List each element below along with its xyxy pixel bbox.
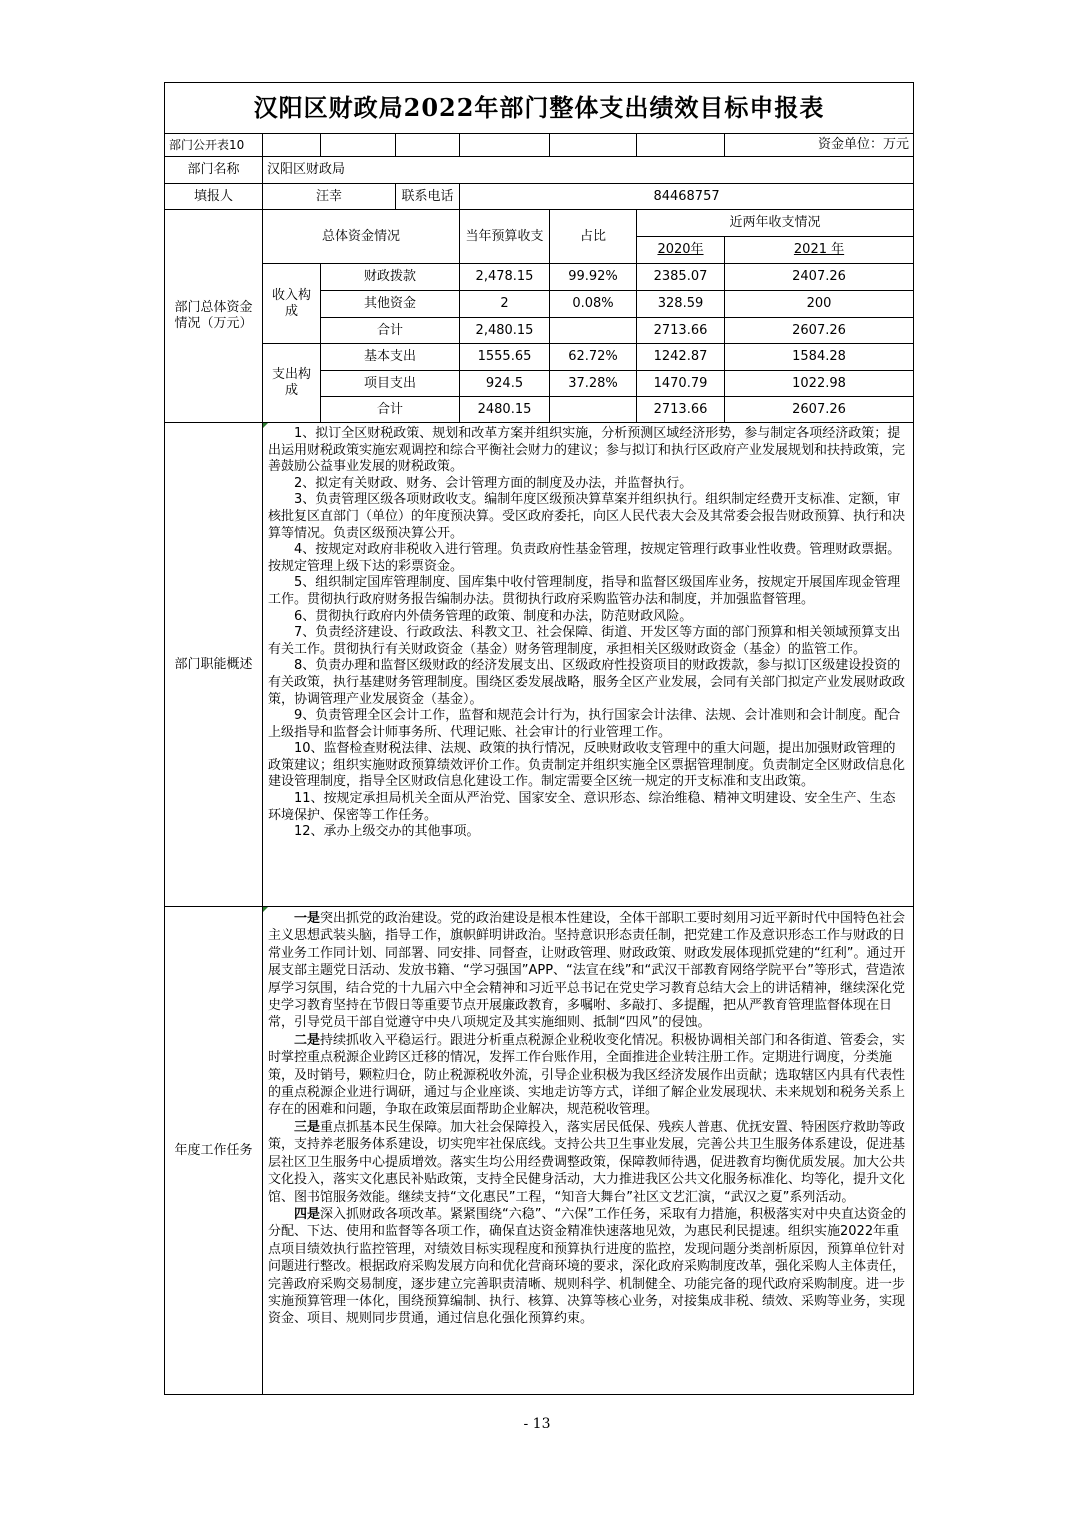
expense-row: [165, 344, 914, 371]
task-item: [268, 910, 908, 1032]
task-item: [268, 1119, 908, 1206]
value-2020: 1242.87: [637, 344, 725, 371]
value-2021: 2607.26: [725, 318, 914, 344]
empty-cell: [460, 134, 550, 157]
ratio-value: 37.28%: [550, 371, 637, 397]
ratio-value: 0.08%: [550, 291, 637, 318]
empty-cell: [396, 134, 460, 157]
budget-value: 2: [460, 291, 550, 318]
row-name: 合计: [321, 318, 460, 344]
duties-content: [263, 423, 914, 907]
row-name: 其他资金: [321, 291, 460, 318]
task-item: [268, 1206, 908, 1328]
budget-header: 当年预算收支: [460, 210, 550, 264]
task-lead: 三是: [294, 1119, 321, 1135]
ratio-value: 99.92%: [550, 264, 637, 291]
income-structure-label: 收入构成: [263, 264, 321, 344]
duty-item: 6、贯彻执行政府内外债务管理的政策、制度和办法，防范财政风险。: [294, 608, 693, 624]
row-name: 合计: [321, 397, 460, 423]
budget-value: 924.5: [460, 371, 550, 397]
duty-item: 2、拟定有关财政、财务、会计管理方面的制度及办法，并监督执行。: [294, 475, 693, 491]
task-text: 深入抓财政各项改革。紧紧围绕“六稳”、“六保”工作任务，采取有力措施，积极落实对中央直达资金的分配、下达、使用和监督等各项工作，确保直达资金精准快速落地见效，为惠民利民提速。组织实施2022年重点项目绩效执行监控管理，对绩效目标实现程度和预算执行进度的监控，发现问题分类剖析原因，预算单位针对问题进行整改。根据政府采购发展方向和优化营商环境的要求，深化政府采购制度改革，强化采购人主体责任，完善政府采购交易制度，逐步建立完善职责清晰、规则科学、机制健全、功能完备的现代政府采购制度。进一步实施预算管理一体化，围绕预算编制、执行、核算、决算等核心业务，对接集成非税、绩效、采购等业务，实现资金、项目、规则同步贯通，通过信息化强化预算约束。: [268, 1206, 906, 1327]
duty-item: 10、监督检查财税法律、法规、政策的执行情况，反映财政收支管理中的重大问题，提出加强财政管理的政策建议；组织实施财政预算绩效评价工作。负责制定并组织实施全区票据管理制度。负责制定全区财政信息化建设管理制度，指导全区财政信息化建设工作。制定需要全区统一规定的开支标准和支出政策。: [268, 741, 906, 790]
task-lead: 一是: [294, 911, 321, 926]
ratio-header: 占比: [550, 210, 637, 264]
duty-item: 3、负责管理区级各项财政收支。编制年度区级预决算草案并组织执行。组织制定经费开支标准、定额，审核批复区直部门（单位）的年度预决算。受区政府委托，向区人民代表大会及其常委会报告财政预算、执行和决算等情况。负责区级预决算公开。: [268, 492, 906, 541]
row-name: 财政拨款: [321, 264, 460, 291]
funds-section-label: 部门总体资金情况（万元）: [165, 210, 263, 423]
duty-item: 9、负责管理全区会计工作，监督和规范会计行为，执行国家会计法律、法规、会计准则和会计制度。配合上级指导和监督会计师事务所、代理记账、社会审计的行业管理工作。: [268, 708, 901, 740]
duties-label: 部门职能概述: [165, 423, 263, 907]
duty-item: 1、拟订全区财税政策、规划和改革方案并组织实施，分析预测区域经济形势，参与制定各项经济政策；提出运用财税政策实施宏观调控和综合平衡社会财力的建议；参与拟订和执行区政府产业发展规划和扶持政策，完善鼓励公益事业发展的财税政策。: [268, 426, 906, 475]
filler-value: 汪幸: [263, 184, 396, 210]
empty-cell: [321, 134, 396, 157]
duty-item: 12、承办上级交办的其他事项。: [294, 824, 480, 840]
task-text: 重点抓基本民生保障。加大社会保障投入，落实居民低保、残疾人普惠、优抚安置、特困医疗救助等政策，支持养老服务体系建设，切实兜牢社保底线。支持公共卫生事业发展，完善公共卫生服务体系建设，促进基层社区卫生服务中心提质增效。落实生均公用经费调整政策，保障教师待遇，促进教育均衡优质发展。加大公共文化投入，落实文化惠民补贴政策，支持全民健身活动，大力推进我区公共文化服务标准化、均等化，提升文化馆、图书馆服务效能。继续支持“文化惠民”工程，“知音大舞台”社区文艺汇演，“武汉之夏”系列活动。: [268, 1119, 906, 1205]
value-2020: 2713.66: [637, 318, 725, 344]
task-lead: 二是: [294, 1032, 321, 1048]
value-2021: 1584.28: [725, 344, 914, 371]
recent-years-header: 近两年收支情况: [637, 210, 914, 237]
row-name: 项目支出: [321, 371, 460, 397]
dept-name-label: 部门名称: [165, 157, 263, 184]
row-name: 基本支出: [321, 344, 460, 371]
income-row: [165, 264, 914, 291]
duty-item: 4、按规定对政府非税收入进行管理。负责政府性基金管理，按规定管理行政事业性收费。管理财政票据。按规定管理上级下达的彩票资金。: [268, 542, 901, 574]
empty-cell: [637, 134, 725, 157]
value-2021: 1022.98: [725, 371, 914, 397]
task-text: 突出抓党的政治建设。党的政治建设是根本性建设，全体干部职工要时刻用习近平新时代中国特色社会主义思想武装头脑，指导工作，旗帜鲜明讲政治。坚持意识形态责任制，把党建工作及意识形态工作与财政的日常业务工作同计划、同部署、同安排、同督查，让财政管理、财政政策、财政发展体现抓党建的“红利”。通过开展支部主题党日活动、发放书籍、“学习强国”APP、“法宣在线”和“武汉干部教育网络学院平台”等形式，营造浓厚学习氛围，结合党的十九届六中全会精神和习近平总书记在党史学习教育总结大会上的讲话精神，继续深化党史学习教育坚持在节假日等重要节点开展廉政教育，多嘱咐、多敲打、多提醒，把从严教育管理监督体现在日常，引导党员干部自觉遵守中央八项规定及其实施细则、抵制“四风”的侵蚀。: [268, 911, 906, 1031]
value-2021: 2607.26: [725, 397, 914, 423]
overall-funds-header: 总体资金情况: [263, 210, 460, 264]
budget-value: 2,480.15: [460, 318, 550, 344]
value-2020: 2385.07: [637, 264, 725, 291]
tasks-label: 年度工作任务: [165, 907, 263, 1395]
filler-label: 填报人: [165, 184, 263, 210]
empty-cell: [263, 134, 321, 157]
value-2020: 328.59: [637, 291, 725, 318]
task-item: [268, 1032, 908, 1119]
ratio-value: [550, 397, 637, 423]
task-text: 持续抓收入平稳运行。跟进分析重点税源企业税收变化情况。积极协调相关部门和各街道、管委会，实时掌控重点税源企业跨区迁移的情况，发挥工作台账作用，全面推进企业转注册工作。定期进行调度，分类施策，及时销号，颗粒归仓，防止税源税收外流，引导企业积极为我区经济发展作出贡献；选取辖区内具有代表性的重点税源企业进行调研，通过与企业座谈、实地走访等方式，详细了解企业发展现状、未来规划和税务关系上存在的困难和问题，争取在政策层面帮助企业解决，规范税收管理。: [268, 1032, 906, 1118]
currency-unit: 资金单位：万元: [725, 134, 914, 157]
form-title: 汉阳区财政局2022年部门整体支出绩效目标申报表: [165, 83, 914, 134]
duty-item: 5、组织制定国库管理制度、国库集中收付管理制度，指导和监督区级国库业务，按规定开展国库现金管理工作。贯彻执行政府财务报告编制办法。贯彻执行政府采购监管办法和制度，并加强监督管理。: [268, 575, 901, 607]
value-2021: 200: [725, 291, 914, 318]
form-table: [164, 82, 914, 1395]
tasks-content: [263, 907, 914, 1395]
expense-structure-label: 支出构成: [263, 344, 321, 423]
duty-item: 11、按规定承担局机关全面从严治党、国家安全、意识形态、综治维稳、精神文明建设、安全生产、生态环境保护、保密等工作任务。: [268, 791, 896, 823]
task-lead: 四是: [294, 1206, 321, 1222]
value-2021: 2407.26: [725, 264, 914, 291]
page-number: - 13: [523, 1416, 551, 1432]
dept-name-value: 汉阳区财政局: [263, 157, 914, 184]
budget-value: 2480.15: [460, 397, 550, 423]
year-2020-header: 2020年: [637, 237, 725, 264]
value-2020: 1470.79: [637, 371, 725, 397]
value-2020: 2713.66: [637, 397, 725, 423]
year-2021-header: 2021 年: [725, 237, 914, 264]
ratio-value: 62.72%: [550, 344, 637, 371]
budget-value: 2,478.15: [460, 264, 550, 291]
duty-item: 7、负责经济建设、行政政法、科教文卫、社会保障、街道、开发区等方面的部门预算和相关领域预算支出有关工作。贯彻执行有关财政资金（基金）财务管理制度，承担相关区级财政资金（基金）的监管工作。: [268, 625, 901, 657]
empty-cell: [550, 134, 637, 157]
performance-target-form: [164, 82, 913, 1395]
duty-item: 8、负责办理和监督区级财政的经济发展支出、区级政府性投资项目的财政拨款，参与拟订区级建设投资的有关政策，执行基建财务管理制度。围绕区委发展战略，服务全区产业发展，会同有关部门拟定产业发展财政政策，协调管理产业发展资金（基金）。: [268, 658, 906, 707]
form-number: 部门公开表10: [165, 134, 263, 157]
phone-value: 84468757: [460, 184, 914, 210]
phone-label: 联系电话: [396, 184, 460, 210]
budget-value: 1555.65: [460, 344, 550, 371]
ratio-value: [550, 318, 637, 344]
